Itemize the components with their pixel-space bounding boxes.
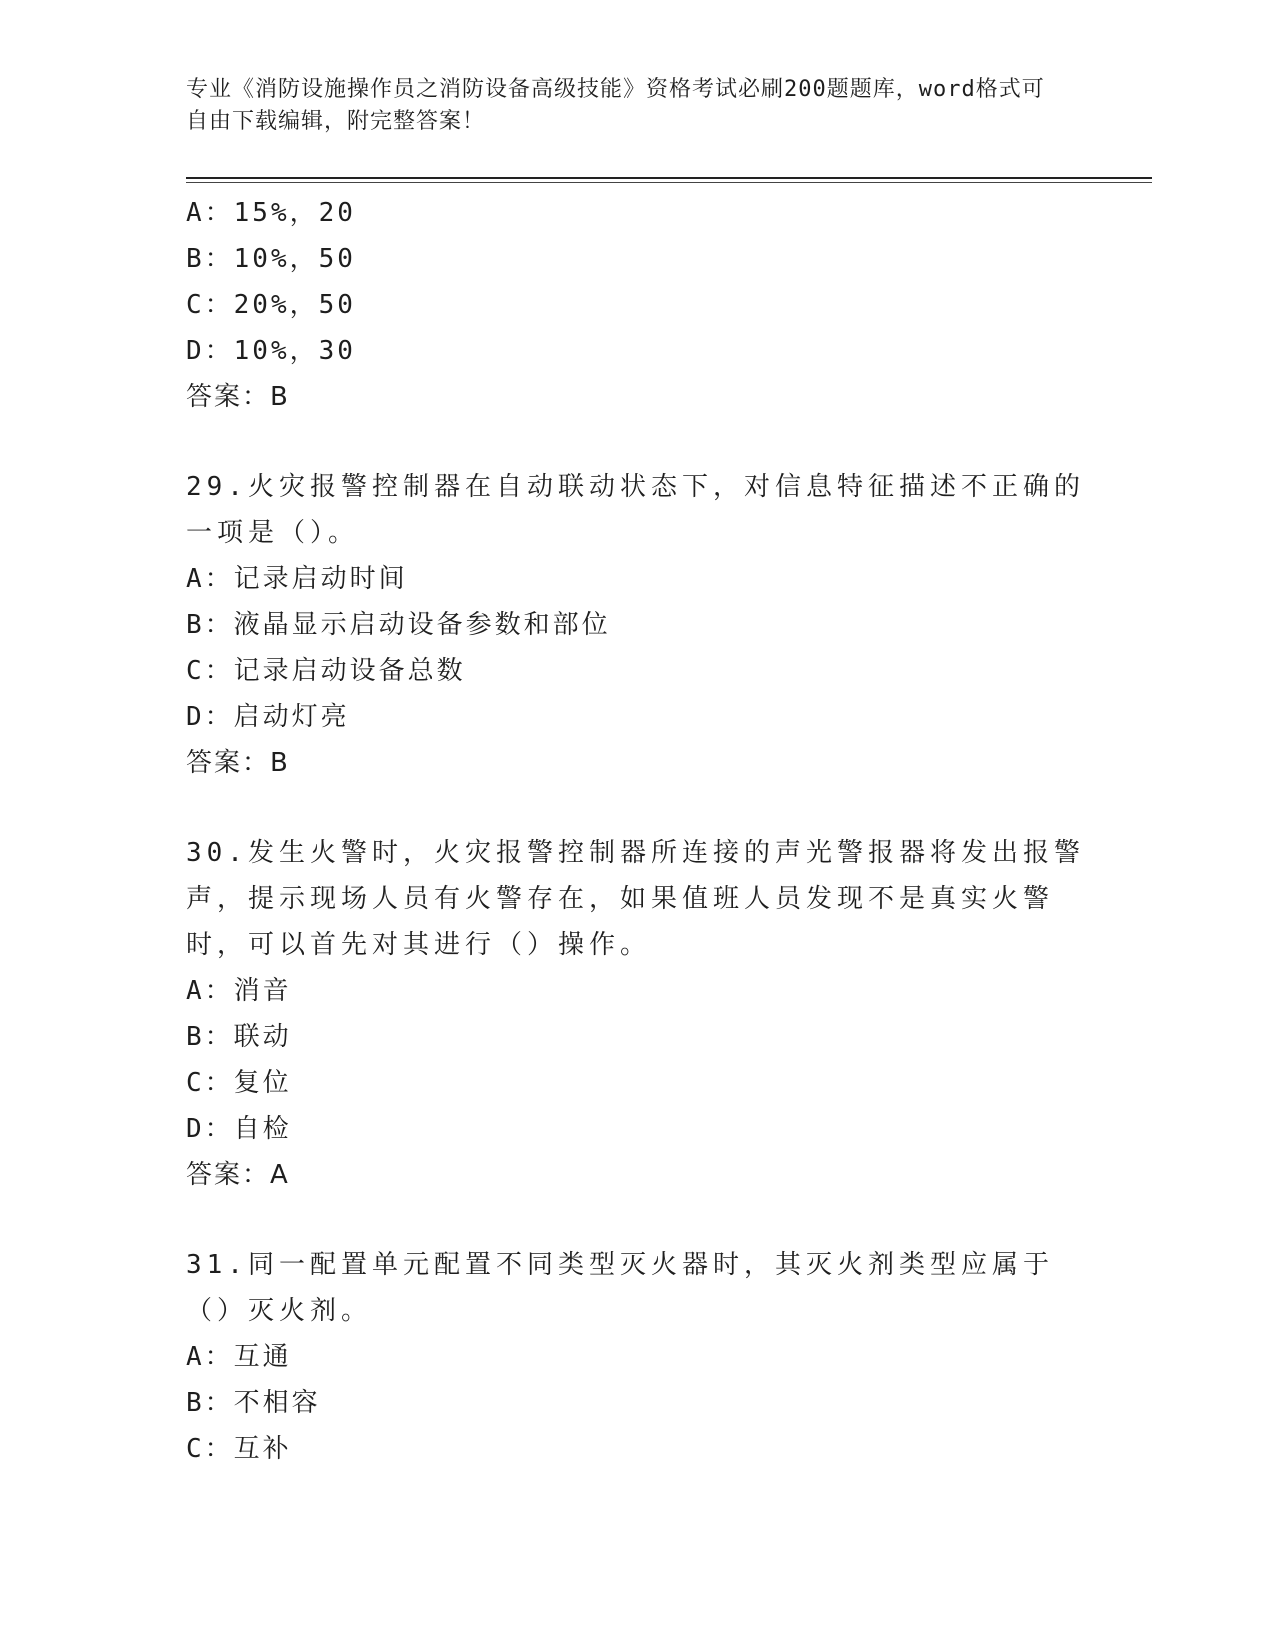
option-d: D：10%，30 xyxy=(186,336,356,366)
option-c: C：记录启动设备总数 xyxy=(186,656,466,686)
question-text: 29.火灾报警控制器在自动联动状态下，对信息特征描述不正确的一项是（）。 xyxy=(186,472,1085,548)
option-c: C：复位 xyxy=(186,1068,292,1098)
header-divider-thin xyxy=(186,182,1152,183)
option-c: C：互补 xyxy=(186,1434,292,1464)
option-a: A：记录启动时间 xyxy=(186,564,408,594)
option-a: A：消音 xyxy=(186,976,292,1006)
question-text: 31.同一配置单元配置不同类型灭火器时，其灭火剂类型应属于（）灭火剂。 xyxy=(186,1250,1054,1326)
block-spacer xyxy=(186,1198,1086,1242)
option-b: B：液晶显示启动设备参数和部位 xyxy=(186,610,611,640)
header-divider-thick xyxy=(186,177,1152,179)
question-block-30 xyxy=(186,830,1086,1198)
document-body xyxy=(186,190,1086,1472)
question-text: 30.发生火警时，火灾报警控制器所连接的声光警报器将发出报警声，提示现场人员有火警存在，如果值班人员发现不是真实火警时，可以首先对其进行（）操作。 xyxy=(186,838,1085,960)
option-a: A：互通 xyxy=(186,1342,292,1372)
answer-line: 答案：B xyxy=(186,748,290,778)
question-block-31 xyxy=(186,1242,1086,1472)
block-spacer xyxy=(186,786,1086,830)
document-header: 专业《消防设施操作员之消防设备高级技能》资格考试必刷200题题库，word格式可自由下载编辑，附完整答案！ xyxy=(186,77,1045,134)
answer-line: 答案：B xyxy=(186,382,290,412)
answer-line: 答案：A xyxy=(186,1160,290,1190)
question-block-29 xyxy=(186,464,1086,786)
block-spacer xyxy=(186,420,1086,464)
option-c: C：20%，50 xyxy=(186,290,356,320)
question-block-previous xyxy=(186,190,1086,420)
option-b: B：不相容 xyxy=(186,1388,321,1418)
option-d: D：启动灯亮 xyxy=(186,702,350,732)
option-b: B：10%，50 xyxy=(186,244,356,274)
option-d: D：自检 xyxy=(186,1114,292,1144)
option-b: B：联动 xyxy=(186,1022,292,1052)
option-a: A：15%，20 xyxy=(186,198,356,228)
